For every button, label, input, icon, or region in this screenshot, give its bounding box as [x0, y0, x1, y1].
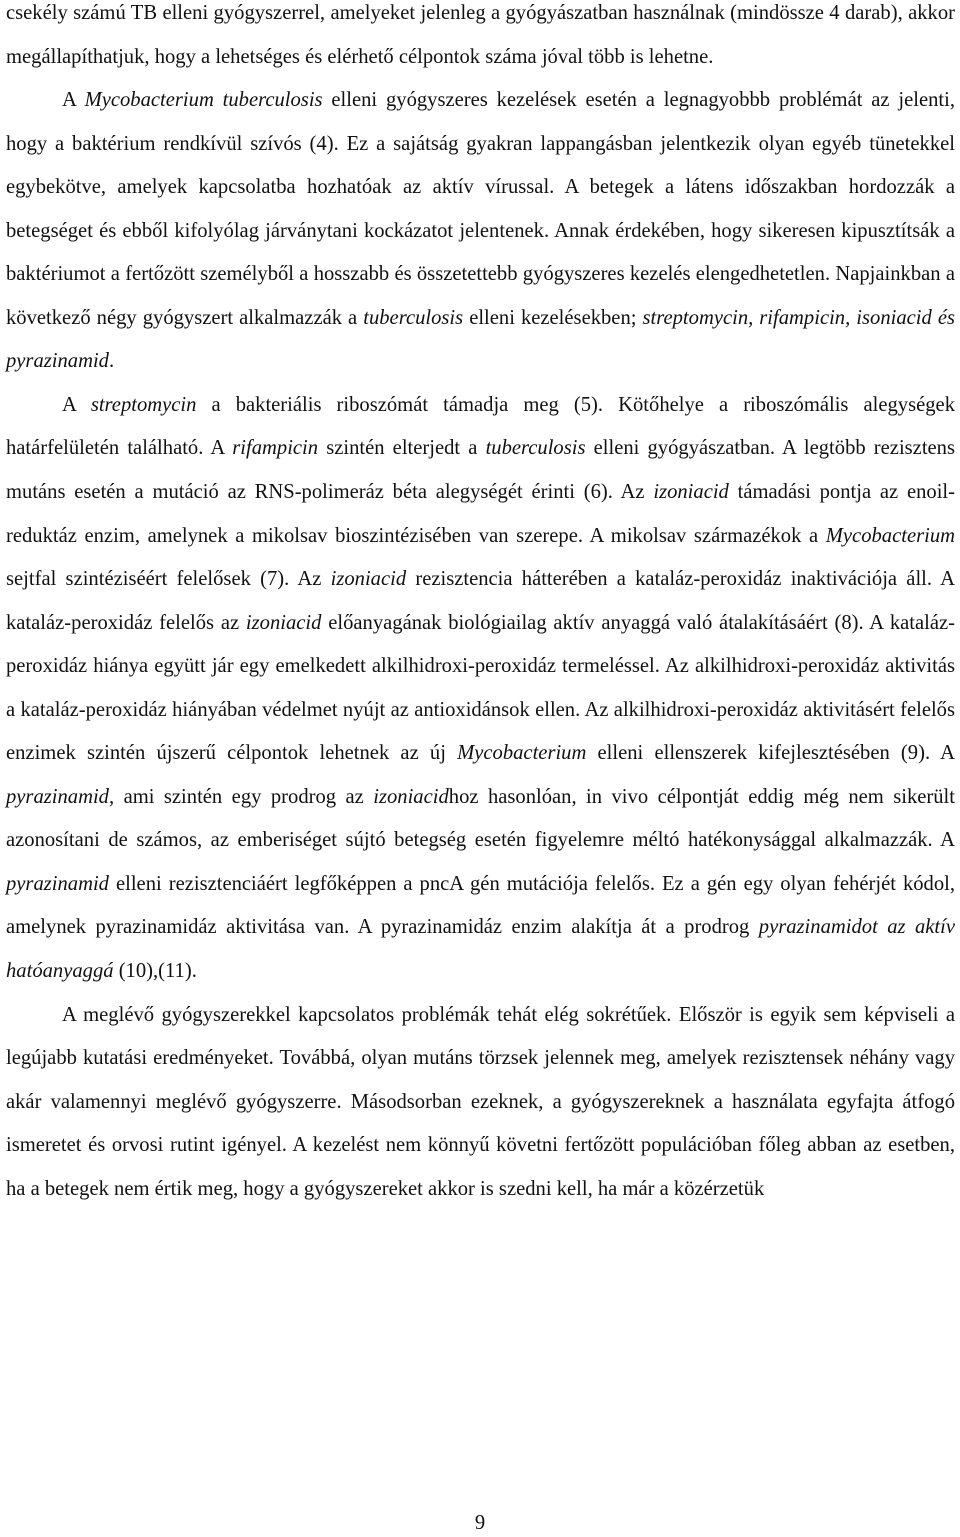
italic-term: streptomycin, rifampicin, isoniacid és pyrazinamid — [6, 306, 955, 373]
text-run: támadási pontja az enoil-reduktáz enzim, amelynek a mikolsav bioszintézisében van szerepe. A mikolsav származékok a — [6, 481, 955, 547]
italic-term: rifampicin — [232, 437, 319, 460]
italic-term: pyrazinamid, — [6, 785, 115, 808]
body-text — [6, 0, 955, 1211]
text-run: elleni gyógyszeres kezelések esetén a legnagyobbb problémát az jelenti, hogy a baktérium rendkívül szívós (4). Ez a sajátság gyakran lappangásban jelentkezik olyan egyéb tünetekkel egybekötve, amelyek kapcsolatba hozhatóak az aktív vírussal. A betegek a látens időszakban hordozzák a betegséget és ebből kifolyólag járványtani kockázatot jelentenek. Annak érdekében, hogy sikeresen kipusztítsák a baktériumot a fertőzött személyből a hosszabb és összetettebb gyógyszeres kezelés elengedhetetlen. Napjainkban a következő négy gyógyszert alkalmazzák a — [6, 89, 955, 329]
text-run: A — [62, 393, 91, 416]
text-run: hoz hasonlóan, in vivo célpontját eddig még nem sikerült azonosítani de számos, az emberiséget sújtó betegség esetén figyelemre méltó hatékonysággal alkalmazzák. A — [6, 785, 955, 852]
text-run: A — [62, 89, 85, 112]
text-run: elleni kezelésekben; — [463, 306, 643, 329]
text-run: a bakteriális riboszómát támadja meg (5). Kötőhelye a riboszómális alegységek határfelületén található. A — [6, 393, 955, 460]
italic-term: izoniacid — [653, 481, 729, 504]
text-run: . — [108, 350, 115, 373]
text-run: rezisztencia hátterében a kataláz-peroxidáz inaktivációja áll. A kataláz-peroxidáz felelős az — [6, 568, 955, 634]
paragraph — [6, 384, 955, 994]
text-run: előanyagának biológiailag aktív anyaggá való átalakításáért (8). A kataláz-peroxidáz hiánya együtt jár egy emelkedett alkilhidroxi-peroxidáz termeléssel. Az alkilhidroxi-peroxidáz aktivitás a kataláz-peroxidáz hiányában védelmet nyújt az antioxidánsok ellen. Az alkilhidroxi-peroxidáz aktivitásért felelős enzimek szintén újszerű célpontok lehetnek az új — [6, 611, 955, 765]
text-run: elleni ellenszerek kifejlesztésében (9). A — [586, 742, 956, 765]
italic-term: streptomycin — [90, 393, 197, 416]
italic-term: tuberculosis — [485, 437, 586, 460]
text-run: csekély számú TB elleni gyógyszerrel, amelyeket jelenleg a gyógyászatban használnak (mindössze 4 darab), akkor megállapíthatjuk, hogy a lehetséges és elérhető célpontok száma jóval több is lehetne. — [6, 2, 955, 68]
italic-term: pyrazinamid — [6, 872, 109, 895]
italic-term: Mycobacterium — [825, 524, 955, 547]
page-number: 9 — [474, 1512, 486, 1534]
text-run: (10),(11). — [113, 960, 197, 983]
italic-term: tuberculosis — [363, 306, 464, 329]
text-run: ami szintén egy prodrog az — [114, 785, 374, 808]
text-run: szintén elterjedt a — [318, 437, 486, 460]
italic-term: Mycobacterium — [457, 742, 587, 765]
italic-term: Mycobacterium tuberculosis — [84, 89, 323, 112]
paragraph — [6, 79, 955, 384]
paragraph — [6, 0, 955, 79]
text-run: elleni gyógyászatban. A legtöbb rezisztens mutáns esetén a mutáció az RNS-polimeráz béta alegységét érinti (6). Az — [6, 437, 955, 504]
text-run: sejtfal szintéziséért felelősek (7). Az — [6, 568, 331, 591]
text-run: A meglévő gyógyszerekkel kapcsolatos problémák tehát elég sokrétűek. Először is egyik sem képviseli a legújabb kutatási eredményeket. Továbbá, olyan mutáns törzsek jelennek meg, amelyek rezisztensek néhány vagy akár valamennyi meglévő gyógyszerre. Másodsorban ezeknek, a gyógyszereknek a használata egyfajta átfogó ismeretet és orvosi rutint igényel. A kezelést nem könnyű követni fertőzött populációban főleg abban az esetben, ha a betegek nem értik meg, hogy a gyógyszereket akkor is szedni kell, ha már a közérzetük — [6, 1003, 955, 1200]
italic-term: izoniacid — [373, 785, 449, 808]
paragraph — [6, 994, 955, 1212]
italic-term: pyrazinamidot az aktív hatóanyaggá — [6, 916, 955, 983]
italic-term: izoniacid — [245, 611, 322, 634]
italic-term: izoniacid — [330, 568, 407, 591]
text-run: elleni rezisztenciáért legfőképpen a pncA gén mutációja felelős. Ez a gén egy olyan fehérjét kódol, amelynek pyrazinamidáz aktivitása van. A pyrazinamidáz enzim alakítja át a prodrog — [6, 872, 955, 939]
